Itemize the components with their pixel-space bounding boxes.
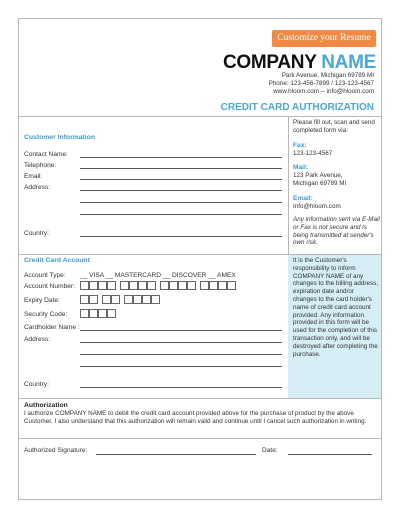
contact-name-field[interactable]: [80, 157, 282, 158]
address-field-line-2[interactable]: [80, 202, 282, 203]
address-field-line-3[interactable]: [80, 214, 282, 215]
account-number-box[interactable]: [187, 281, 196, 290]
security-code-box[interactable]: [80, 309, 89, 318]
account-number-box[interactable]: [218, 281, 227, 290]
security-code-box[interactable]: [107, 309, 116, 318]
signature-field[interactable]: [96, 454, 256, 455]
expiry-date-box[interactable]: [133, 295, 142, 304]
company-name-part1: COMPANY: [223, 52, 317, 73]
authorization-divider: [18, 398, 382, 399]
account-number-box[interactable]: [147, 281, 156, 290]
expiry-date-box[interactable]: [124, 295, 133, 304]
account-number-label: Account Number:: [24, 283, 75, 290]
telephone-label: Telephone:: [24, 162, 57, 169]
card-account-title: Credit Card Account: [24, 257, 90, 264]
account-number-box[interactable]: [169, 281, 178, 290]
account-number-box[interactable]: [89, 281, 98, 290]
address-line-2: Phone: 123-456-7899 / 123-123-4567: [268, 80, 374, 88]
cardholder-name-label: Cardholder Name :: [24, 324, 80, 331]
account-number-box[interactable]: [178, 281, 187, 290]
sidebar-intro: Please fill out, scan and send completed form via:: [293, 119, 375, 134]
sidebar-notice-text: It is the Customer's responsibility to inform COMPANY NAME of any changes to the billing address, expiration date and/or changes to the card holder's name of credit card account provided. Any information provided in this form will be used for the completion of this transaction only, and will be destroyed after completing the purchase.: [293, 257, 379, 358]
card-address-line-2[interactable]: [80, 354, 282, 355]
country-label: Country:: [24, 230, 49, 237]
cardholder-name-field[interactable]: [80, 330, 282, 331]
security-code-box[interactable]: [98, 309, 107, 318]
header-divider: [18, 116, 382, 117]
account-number-box[interactable]: [107, 281, 116, 290]
card-country-field[interactable]: [80, 387, 282, 388]
form-title: CREDIT CARD AUTHORIZATION: [220, 102, 374, 113]
security-code-label: Security Code:: [24, 311, 68, 318]
country-field[interactable]: [80, 236, 282, 237]
fax-heading: Fax:: [293, 142, 307, 149]
date-label: Date:: [262, 447, 278, 454]
expiry-date-box[interactable]: [151, 295, 160, 304]
customize-resume-button[interactable]: Customize your Resume: [272, 30, 376, 47]
expiry-date-box[interactable]: [80, 295, 89, 304]
account-number-box[interactable]: [129, 281, 138, 290]
date-field[interactable]: [288, 454, 372, 455]
address-line-3: www.hloom.com -- info@hloom.com: [273, 88, 374, 96]
company-address: [269, 72, 374, 97]
account-type-options[interactable]: __ VISA __ MASTERCARD __ DISCOVER __ AMEX: [80, 272, 236, 279]
authorization-body: I authorize COMPANY NAME to debit the credit card account provided above for the purchase of product by the above Customer. I also understand that this authorization will remain valid and continue until I cancel such authorization in writing.: [24, 410, 367, 426]
expiry-date-box[interactable]: [89, 295, 98, 304]
email-value: Info@hloom.com: [293, 203, 341, 210]
account-number-box[interactable]: [227, 281, 236, 290]
expiry-date-label: Expiry Date:: [24, 297, 60, 304]
security-code-box[interactable]: [89, 309, 98, 318]
email-label: Email:: [24, 173, 43, 180]
account-number-box[interactable]: [120, 281, 129, 290]
card-address-line-1[interactable]: [80, 342, 282, 343]
account-number-box[interactable]: [200, 281, 209, 290]
email-heading: Email:: [293, 195, 313, 202]
address-line-1: Park Avenue, Michigan 69789 MI: [281, 72, 374, 79]
company-name: [223, 52, 376, 74]
telephone-field[interactable]: [80, 168, 282, 169]
company-name-part2: NAME: [321, 52, 376, 73]
authorization-heading: Authorization: [24, 402, 68, 409]
account-number-box[interactable]: [209, 281, 218, 290]
account-number-box[interactable]: [80, 281, 89, 290]
mail-line-2: Michigan 69789 MI: [293, 180, 347, 187]
signature-divider: [18, 438, 382, 439]
email-field[interactable]: [80, 179, 282, 180]
card-address-line-3[interactable]: [80, 366, 282, 367]
sidebar-divider-top: [288, 116, 289, 254]
address-label: Address:: [24, 184, 51, 191]
account-number-box[interactable]: [98, 281, 107, 290]
account-number-box[interactable]: [138, 281, 147, 290]
expiry-date-box[interactable]: [111, 295, 120, 304]
account-type-label: Account Type:: [24, 272, 66, 279]
security-note: Any information sent via E-Mail or Fax is not secure and is being transmitted at sender's own risk.: [293, 216, 380, 247]
mail-line-1: 123 Park Avenue,: [293, 172, 343, 179]
fax-value: 123-123-4567: [293, 150, 333, 157]
contact-name-label: Contact Name:: [24, 151, 68, 158]
address-field-line-1[interactable]: [80, 190, 282, 191]
customer-info-title: Customer Information: [24, 134, 95, 141]
card-address-label: Address:: [24, 336, 51, 343]
expiry-date-box[interactable]: [142, 295, 151, 304]
mail-heading: Mail:: [293, 164, 309, 171]
signature-label: Authorized Signature:: [24, 447, 88, 454]
expiry-date-box[interactable]: [102, 295, 111, 304]
card-country-label: Country:: [24, 381, 49, 388]
account-number-box[interactable]: [160, 281, 169, 290]
